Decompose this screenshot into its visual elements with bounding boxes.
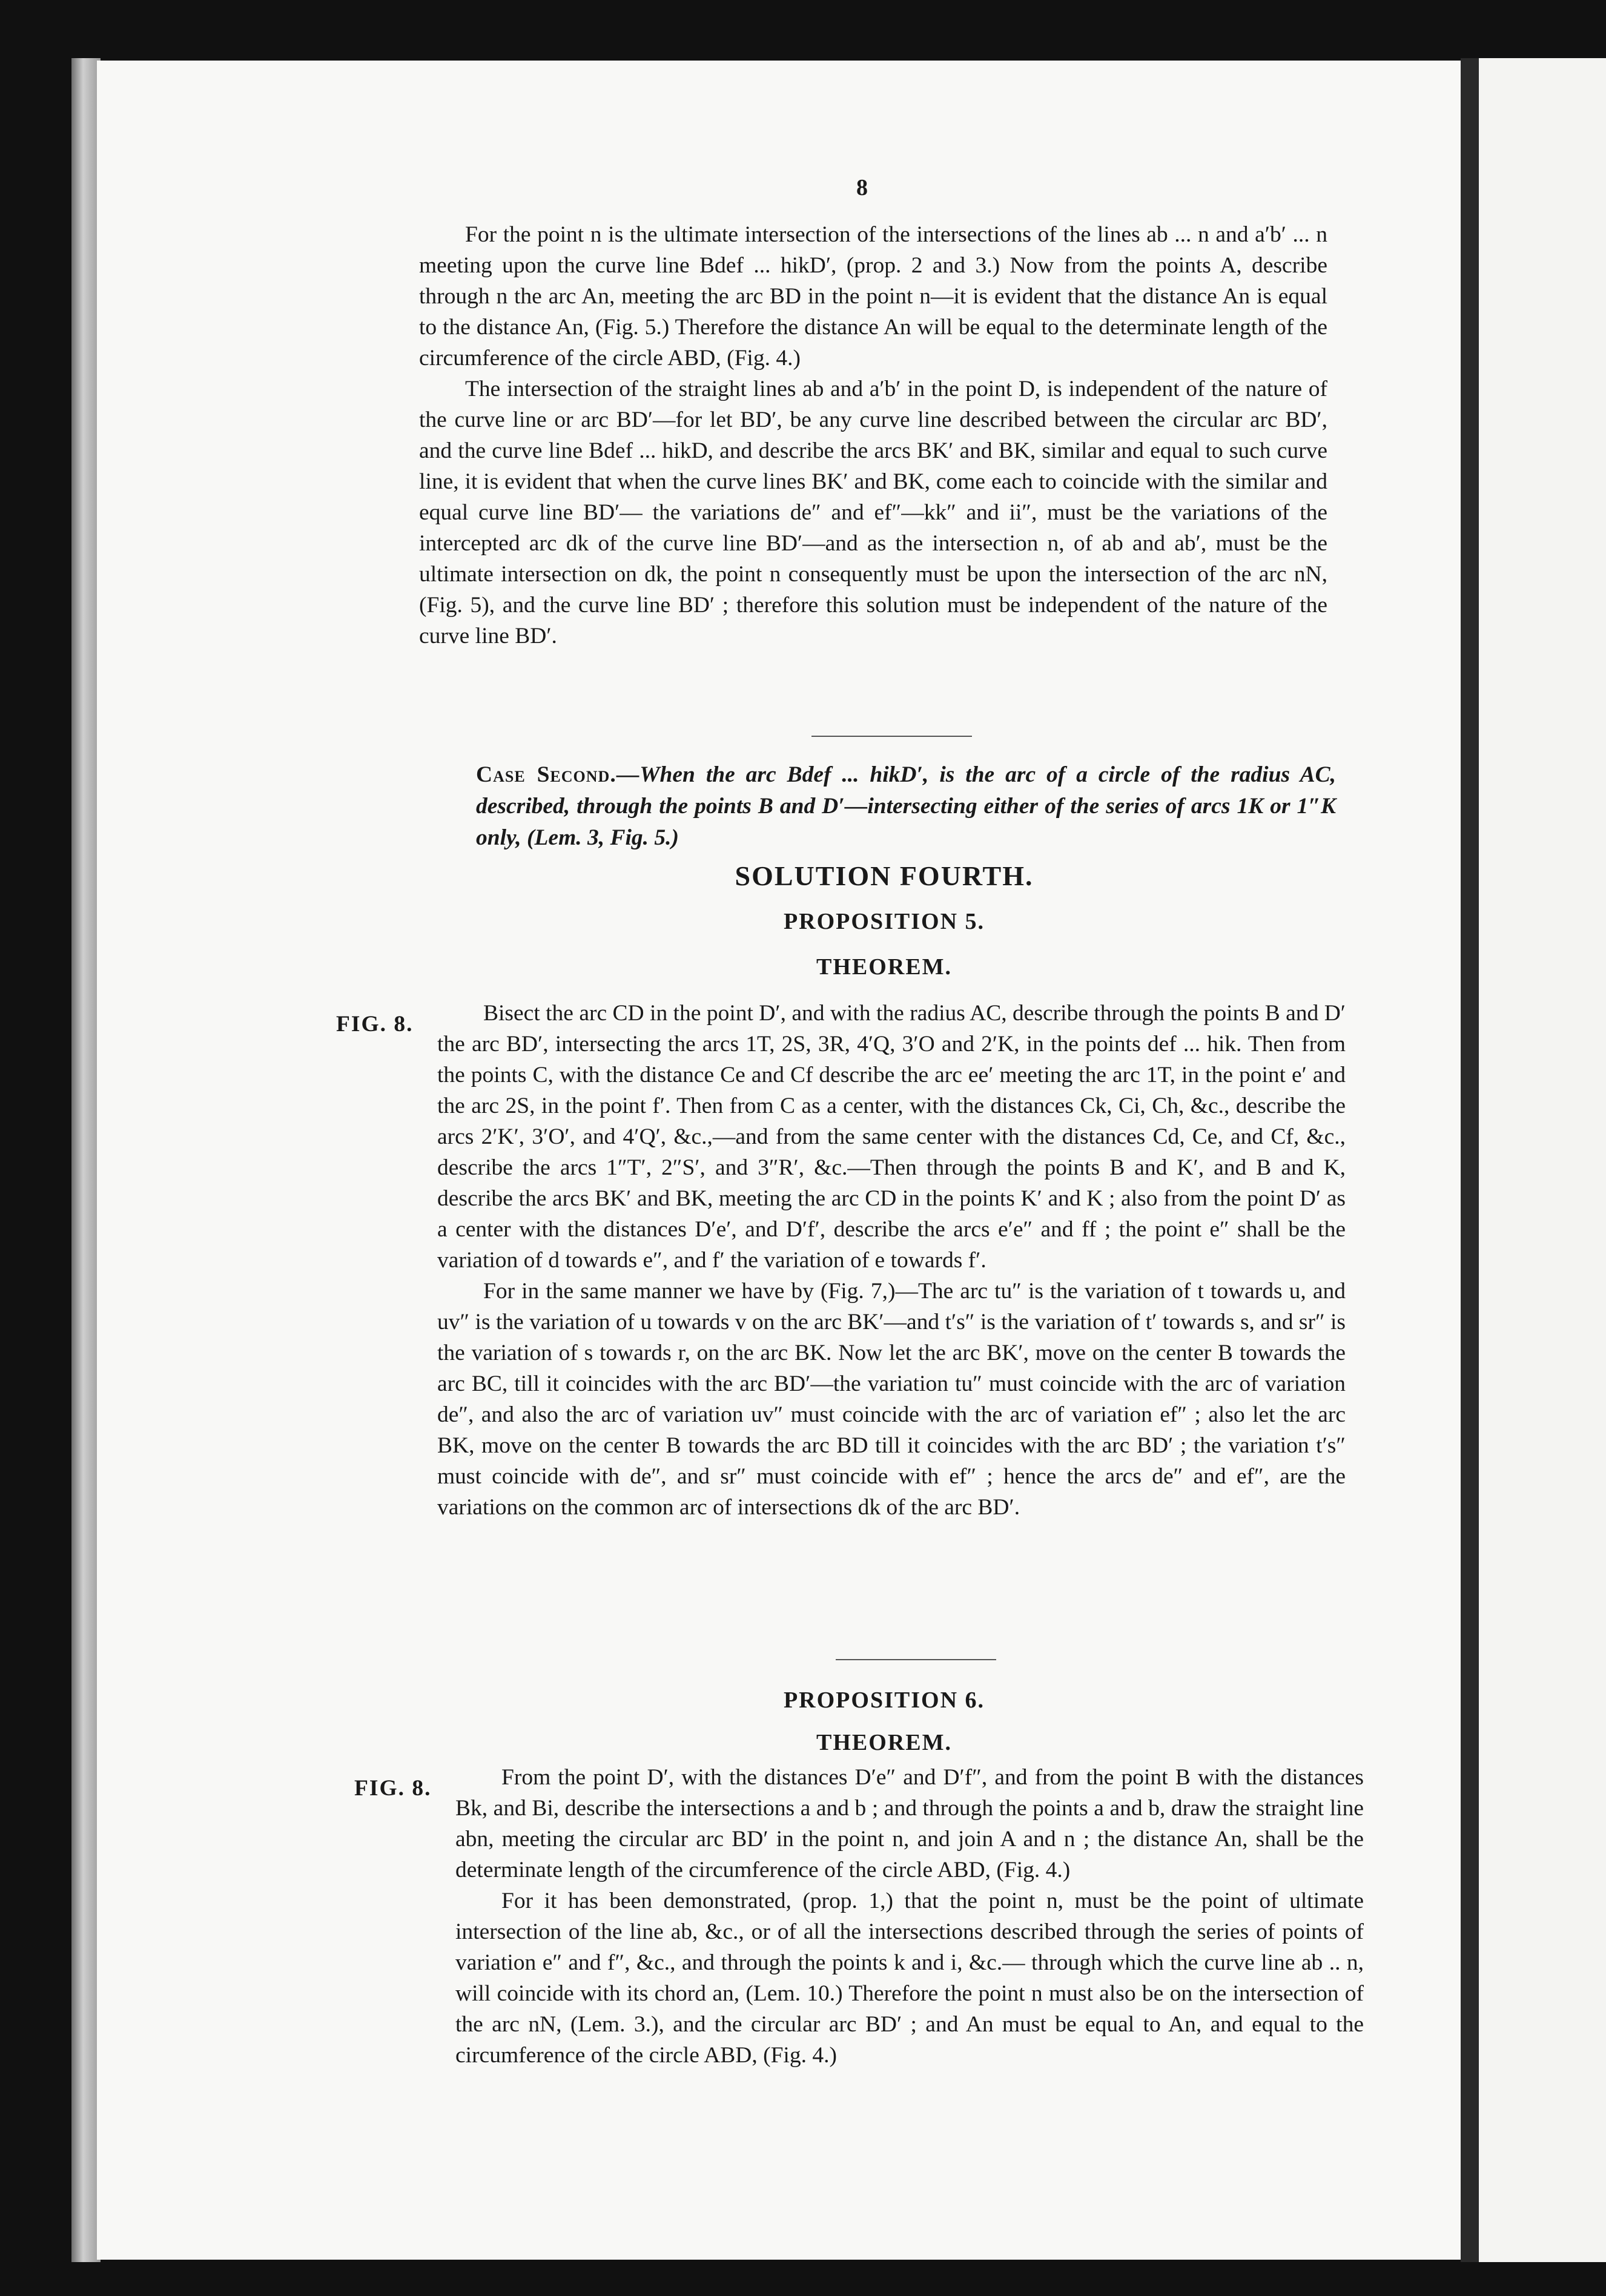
proposition-6-heading: PROPOSITION 6. — [783, 1687, 985, 1713]
proposition-6-body — [455, 1762, 1364, 2071]
paragraph-variations: For in the same manner we have by (Fig. 7,)—The arc tu″ is the variation of t towards u, and uv″ is the variation of u towards v on the arc BK′—and t′s″ is the variation of t′ towards s, and sr″ is the variation of s towards r, on the arc BK. Now let the arc BK′, move on the center B towards the arc BC, till it coincides with the arc BD′—the variation tu″ must coincide with the arc of variation de″, and also the arc of variation uv″ must coincide with the arc of variation ef″ ; also let the arc BK, move on the center B towards the arc BD till it coincides with the arc BD′ ; the variation t′s″ must coincide with de″, and sr″ must coincide with ef″ ; hence the arcs de″ and ef″, are the variations on the common arc of intersections dk of the arc BD′. — [437, 1279, 1346, 1520]
theorem-heading: THEOREM. — [816, 1730, 952, 1755]
section-divider — [811, 736, 972, 737]
paragraph-bisect-arc: Bisect the arc CD in the point D′, and with the radius AC, describe through the points B and D′ the arc BD′, intersecting the arcs 1T, 2S, 3R, 4′Q, 3′O and 2′K, in the points def ... hik. Then from the points C, with the distance Ce and Cf describe the arc ee′ meeting the arc 1T, in the point e′ and the arc 2S, in the point f′. Then from C as a center, with the distances Ck, Ci, Ch, &c., describe the arcs 2′K′, 3′O′, and 4′Q′, &c.,—and from the same center with the distances Cd, Ce, and Cf, &c., describe the arcs 1″T′, 2″S′, and 3″R′, &c.—Then through the points B and K′, and B and K, describe the arcs BK′ and BK, meeting the arc CD in the points K′ and K ; also from the point D′ as a center with the distances D′e′, and D′f′, describe the arcs e′e″ and ff ; the point e″ shall be the variation of d towards e″, and f′ the variation of e towards f′. — [437, 1001, 1346, 1273]
section-divider — [836, 1659, 996, 1660]
page-gutter — [1461, 58, 1479, 2262]
binding-edge — [71, 58, 101, 2262]
opening-section — [419, 219, 1327, 652]
proposition-5-heading: PROPOSITION 5. — [783, 909, 985, 934]
paragraph-from-point: From the point D′, with the distances D′e″ and D′f″, and from the point B with the distances Bk, and Bi, describe the intersections a and b ; and through the points a and b, draw the straight line abn, meeting the circular arc BD′ in the point n, and join A and n ; the distance An, shall be the determinate length of the circumference of the circle ABD, (Fig. 4.) — [455, 1765, 1364, 1882]
paragraph-ultimate-intersection: For the point n is the ultimate intersection of the intersections of the lines ab ... n and a′b′ ... n meeting upon the curve line Bdef ... hikD′, (prop. 2 and 3.) Now from the points A, describe through n the arc An, meeting the arc BD in the point n—it is evident that the distance An is equal to the distance An, (Fig. 5.) Therefore the distance An will be equal to the determinate length of the circumference of the circle ABD, (Fig. 4.) — [419, 222, 1327, 371]
case-second-heading — [476, 759, 1336, 854]
page-number: 8 — [856, 175, 868, 200]
paragraph-demonstrated: For it has been demonstrated, (prop. 1,) that the point n, must be the point of ultimate intersection of the line ab, &c., or of all the intersections described through the series of points of variation e″ and f″, &c., and through the points k and i, &c.— through which the curve line ab .. n, will coincide with its chord an, (Lem. 10.) Therefore the point n must also be on the intersection of the arc nN, (Lem. 3.), and the circular arc BD′ ; and An must be equal to An, and equal to the circumference of the circle ABD, (Fig. 4.) — [455, 1889, 1364, 2068]
case-second-text: When the arc Bdef ... hikD′, is the arc of a circle of the radius AC, described, through the points B and D′—intersecting either of the series of arcs 1K or 1″K only, (Lem. 3, Fig. 5.) — [476, 762, 1336, 850]
figure-reference-label: FIG. 8. — [336, 1012, 414, 1037]
case-second-lead: Case Second.— — [476, 762, 640, 787]
paragraph-intersection-independent: The intersection of the straight lines ab and a′b′ in the point D, is independent of the nature of the curve line or arc BD′—for let BD′, be any curve line described between the circular arc BD′, and the curve line Bdef ... hikD, and describe the arcs BK′ and BK, similar and equal to such curve line, it is evident that when the curve lines BK′ and BK, come each to coincide with the similar and equal curve line BD′— the variations de″ and ef″—kk″ and ii″, must be the variations of the intercepted arc dk of the curve line BD′—and as the intersection n, of ab and ab′, must be the ultimate intersection on dk, the point n consequently must be upon the intersection of the arc nN, (Fig. 5), and the curve line BD′ ; therefore this solution must be independent of the nature of the curve line BD′. — [419, 377, 1327, 648]
adjacent-page — [1479, 58, 1606, 2262]
figure-reference-label: FIG. 8. — [354, 1776, 432, 1801]
theorem-heading: THEOREM. — [816, 954, 952, 980]
solution-heading: SOLUTION FOURTH. — [735, 860, 1034, 891]
proposition-5-body — [437, 998, 1346, 1523]
